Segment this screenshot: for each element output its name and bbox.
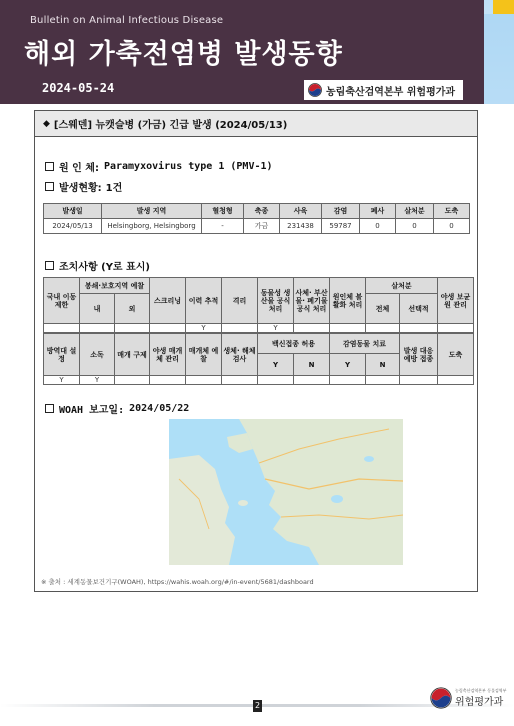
square-bullet-icon [45,261,54,270]
hdr-vaccine-y: Y [258,354,294,376]
cell-serotype: - [202,219,244,234]
diamond-bullet-icon: ◆ [43,118,50,129]
corner-accent [493,0,514,14]
woah-date: 2024/05/22 [129,403,190,414]
col-culled: 살처분 [396,204,434,219]
square-bullet-icon [45,182,54,191]
mark-cell [294,324,330,333]
hdr-vaccine: 백신접종 허용 [258,334,330,354]
mark-cell: Y [186,324,222,333]
cell-dead: 0 [360,219,396,234]
measures-table-bottom [43,333,474,385]
outbreaks-line [45,179,122,194]
outbreak-table [43,203,470,234]
cell-raised: 231438 [280,219,322,234]
measures-table-top [43,277,474,333]
org-logo-icon [430,687,452,709]
measures-line [45,258,150,273]
mark-cell [44,324,80,333]
hdr-domestic: 국내 이동 제한 [44,278,80,324]
hdr-treat-y: Y [330,354,366,376]
hdr-prevent: 발생 대응 예방 접종 [400,334,438,376]
mark-cell: Y [44,376,80,385]
report-heading [35,111,477,137]
outbreak-map[interactable] [169,419,403,565]
hdr-zone-in: 내 [80,294,115,324]
hdr-trace: 이력 추적 [186,278,222,324]
page-title: 해외 가축전염병 발생동향 [24,39,343,70]
cell-slaughter: 0 [434,219,470,234]
measures-top-marks [44,324,474,333]
col-species: 축종 [244,204,280,219]
mark-cell [400,324,438,333]
source-note: ※ 출처 : 세계동물보건기구(WOAH), https://wahis.woah.org/#/in-event/5681/dashboard [41,578,314,586]
report-heading-text: [스웨덴] 뉴캣슬병 (가금) 긴급 발생 (2024/05/13) [53,120,288,131]
mark-cell [150,324,186,333]
mark-cell [115,376,150,385]
footer-org-name: 위험평가과 [455,697,504,708]
page-number: 2 [254,701,261,710]
woah-line [45,401,189,416]
hdr-treat: 감염동물 치료 [330,334,400,354]
hdr-screening: 스크리닝 [150,278,186,324]
hdr-zone-out: 외 [115,294,150,324]
org-name: 농림축산검역본부 위험평가과 [326,86,456,98]
hdr-test: 생체· 해체 검사 [222,334,258,376]
cell-date: 2024/05/13 [44,219,102,234]
mark-cell [258,376,294,385]
hdr-vaccine-n: N [294,354,330,376]
measures-heading: 조치사항 (Y로 표시) [59,262,150,273]
report-box [34,110,478,592]
pathogen-value: Paramyxovirus type 1 (PMV-1) [103,161,273,172]
mark-cell [150,376,186,385]
mark-cell [366,324,400,333]
col-slaughter: 도축 [434,204,470,219]
col-dead: 폐사 [360,204,396,219]
outbreak-header-row [44,204,470,219]
hdr-cull: 살처분 [366,278,438,294]
hdr-official-carcass: 사체· 부산물· 폐기물 공식 처리 [294,278,330,324]
footer-org [430,687,507,709]
mark-cell [222,376,258,385]
map-graphic [169,419,403,565]
hdr-wildlife: 야생 보균원 관리 [438,278,474,324]
mark-cell [222,324,258,333]
corner-decoration-2 [484,14,514,104]
hdr-cull-all: 전체 [366,294,400,324]
col-serotype: 혈청형 [202,204,244,219]
measures-bottom-marks [44,376,474,385]
pathogen-line [45,159,273,174]
mark-cell [366,376,400,385]
square-bullet-icon [45,162,54,171]
org-badge [304,80,463,100]
hdr-protect-zone: 방역대 설정 [44,334,80,376]
woah-label: WOAH 보고일: [59,405,125,416]
cell-culled: 0 [396,219,434,234]
cell-infected: 59787 [322,219,360,234]
footer-org-small: 농림축산검역본부 동물검역부 [455,688,507,693]
cell-species: 가금 [244,219,280,234]
hdr-zone: 봉쇄·보호지역 예찰 [80,278,150,294]
col-infected: 감염 [322,204,360,219]
hdr-disinfect: 소독 [80,334,115,376]
mark-cell [294,376,330,385]
square-bullet-icon [45,404,54,413]
col-raised: 사육 [280,204,322,219]
outbreaks-label: 발생현황: [59,183,102,194]
bulletin-date: 2024-05-24 [42,81,115,95]
table-row [44,219,470,234]
hdr-slaughter: 도축 [438,334,474,376]
mark-cell [186,376,222,385]
org-logo-icon [308,83,322,97]
col-date: 발생일 [44,204,102,219]
mark-cell [400,376,438,385]
hdr-vector: 매개 구제 [115,334,150,376]
header-banner [0,0,484,104]
mark-cell: Y [258,324,294,333]
hdr-vector-surv: 매개체 예찰 [186,334,222,376]
mark-cell: Y [80,376,115,385]
cell-region: Helsingborg, Helsingborg [102,219,202,234]
bulletin-subtitle: Bulletin on Animal Infectious Disease [30,15,224,26]
hdr-wild-vector: 야생 매개체 관리 [150,334,186,376]
hdr-inactivation: 원인체 불활화 처리 [330,278,366,324]
mark-cell [330,324,366,333]
hdr-official-dispose: 동물성 생산물 공식 처리 [258,278,294,324]
outbreaks-value: 1건 [105,183,123,194]
mark-cell [115,324,150,333]
mark-cell [438,324,474,333]
hdr-treat-n: N [366,354,400,376]
hdr-cull-selective: 선택적 [400,294,438,324]
mark-cell [438,376,474,385]
col-region: 발생 지역 [102,204,202,219]
mark-cell [330,376,366,385]
mark-cell [80,324,115,333]
hdr-quarantine: 격리 [222,278,258,324]
pathogen-label: 원 인 체: [59,163,99,174]
